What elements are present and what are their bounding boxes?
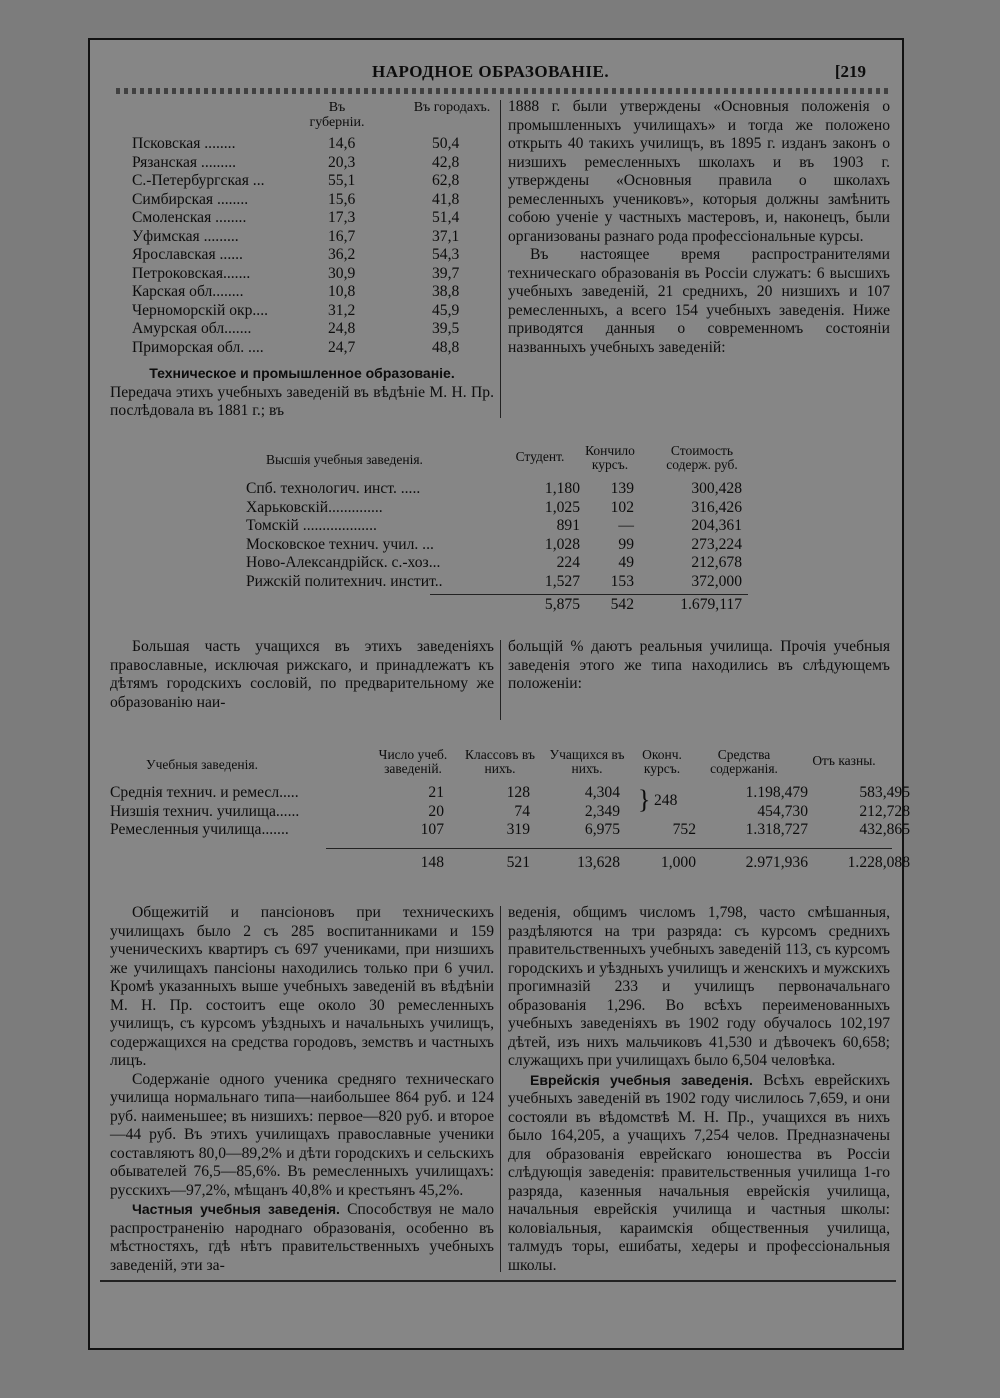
secondary-head-classes: Классовъ въ нихъ. <box>465 747 535 776</box>
graduated-value: 153 <box>610 572 634 590</box>
secondary-head-grad: Оконч. курсъ. <box>642 747 682 776</box>
province-gub-value: 17,3 <box>328 209 356 226</box>
province-name: Псковская ........ <box>132 135 236 152</box>
secondary-head-name: Учебныя заведенія. <box>146 757 258 772</box>
footer-rule <box>100 1280 896 1282</box>
province-gub-value: 10,8 <box>328 283 356 300</box>
province-gub-value: 55,1 <box>328 172 356 189</box>
province-gor-value: 38,8 <box>432 283 460 300</box>
province-gor-value: 50,4 <box>432 135 460 152</box>
mid-right-text <box>508 638 890 694</box>
secondary-total-treasury: 1.228,088 <box>847 854 910 871</box>
table-row <box>110 821 910 840</box>
province-name: Петроковская....... <box>132 264 251 282</box>
province-gor-value: 39,7 <box>432 264 460 282</box>
higher-total-students: 5,875 <box>544 596 580 613</box>
higher-head-graduated: Кончило курсъ. <box>585 443 635 472</box>
jewish-schools-heading: Еврейскія учебныя заведенія. <box>530 1071 753 1088</box>
treasury-value: 212,728 <box>859 802 910 820</box>
higher-totals <box>246 596 766 615</box>
secondary-head-students: Учащихся въ нихъ. <box>549 747 625 776</box>
province-name: Приморская обл. .... <box>132 338 264 356</box>
table-row <box>246 573 766 592</box>
province-gub-value: 16,7 <box>328 227 356 245</box>
secondary-head-funds: Средства содержанія. <box>710 747 778 776</box>
province-name: Ярославская ...... <box>132 246 243 263</box>
bottom-left-text <box>110 904 494 1275</box>
column-divider <box>500 640 501 720</box>
table-row <box>110 802 910 822</box>
school-type-name: Среднія технич. и ремесл..... <box>110 784 299 801</box>
cost-value: 300,428 <box>691 480 742 497</box>
cost-value: 204,361 <box>691 517 742 534</box>
table-row <box>246 480 766 499</box>
running-title: НАРОДНОЕ ОБРАЗОВАНІЕ. <box>372 62 610 81</box>
page-header <box>90 62 902 86</box>
province-gor-value: 62,8 <box>432 172 460 189</box>
province-gor-value: 42,8 <box>432 153 460 171</box>
bottom-left-p2: Содержаніе одного ученика средняго техническаго училища нормальнаго типа—наибольшее 864 руб. и 124 руб. наименьшее; въ низшихъ: первое—820 руб. и второе—44 руб. Въ этихъ училищахъ православные ученики составляютъ 80,0—89,2% и дѣти городскихъ и сельскихъ обывателей 76,5—85,6%. Въ ремесленныхъ училищахъ: русскихъ—97,2%, мѣщанъ 40,8% и крестьянъ 45,2%. <box>110 1070 494 1199</box>
province-row <box>132 154 492 173</box>
bottom-right-text <box>508 904 890 1275</box>
province-name: Карская обл........ <box>132 283 244 300</box>
province-gor-value: 48,8 <box>432 338 460 356</box>
funds-value: 1.198,479 <box>745 784 808 801</box>
students-value: 1,025 <box>544 498 580 516</box>
cost-value: 212,678 <box>691 554 742 571</box>
funds-value: 454,730 <box>757 802 808 820</box>
province-gor-value: 39,5 <box>432 320 460 337</box>
secondary-total-count: 148 <box>420 854 444 871</box>
table-row <box>110 784 910 803</box>
province-gub-value: 20,3 <box>328 153 356 171</box>
province-gor-value: 41,8 <box>432 190 460 208</box>
province-row <box>132 246 492 265</box>
province-row <box>132 228 492 247</box>
graduated-value: 102 <box>610 498 634 516</box>
classes-value: 128 <box>506 784 530 801</box>
funds-value: 1.318,727 <box>745 821 808 838</box>
grad-value: 752 <box>672 821 696 838</box>
mid-left-paragraph: Большая часть учащихся въ этихъ заведеніяхъ православные, исключая рижскаго, и принадлежатъ къ дѣтямъ городскихъ сословій, по предварительному же образованію наи- <box>110 638 494 711</box>
higher-head-cost: Стоимость содерж. руб. <box>666 443 738 472</box>
province-gub-value: 31,2 <box>328 301 356 319</box>
province-row <box>132 302 492 321</box>
private-schools-heading: Частныя учебныя заведенія. <box>132 1201 340 1217</box>
institution-name: Спб. технологич. инст. ..... <box>246 480 421 497</box>
graduated-value: — <box>618 517 634 534</box>
secondary-total-funds: 2.971,936 <box>745 854 808 871</box>
province-name: Рязанская ......... <box>132 153 237 171</box>
mid-right-paragraph: больщій % даютъ реальныя училища. Прочія учебныя заведенія этого же типа находились въ слѣдующемъ положеніи: <box>508 638 890 692</box>
treasury-value: 432,865 <box>859 821 910 838</box>
higher-total-graduated: 542 <box>610 596 634 613</box>
higher-total-rule <box>430 594 748 595</box>
secondary-head-treasury: Отъ казны. <box>812 753 876 768</box>
secondary-total-grad: 1,000 <box>660 854 696 871</box>
secondary-head-count: Число учеб. заведеній. <box>378 747 448 776</box>
province-gor-value: 51,4 <box>432 209 460 226</box>
bottom-left-p1: Общежитій и пансіоновъ при техническихъ училищахъ было 2 съ 285 воспитанниками и 159 ученическихъ квартиръ съ 697 учениками, при низшихъ же училищахъ пансіоны находились только при 6 учил. Кромѣ указанныхъ выше учебныхъ заведеній въ вѣдѣніи М. Н. Пр. состоитъ еще около 30 ремесленныхъ училищъ, съ курсомъ уѣздныхъ и начальныхъ училищъ, содержащихся на средства городовъ, земствъ и частныхъ лицъ. <box>110 904 494 1069</box>
column-divider <box>500 100 501 418</box>
table-row <box>246 517 766 536</box>
province-gor-value: 37,1 <box>432 227 460 245</box>
graduated-value: 49 <box>618 554 634 571</box>
bottom-right-p2: Всѣхъ еврейскихъ учебныхъ заведеній въ 1902 году числилось 7,659, и они состояли въ вѣдомствѣ М. Н. Пр., учащихся въ нихъ было 164,205, а учащихъ 7,254 челов. Предназначены для образованія еврейскаго юношества въ Россіи слѣдующія заведенія: правительственныя училища 1-го разряда, казенныя начальныя еврейскія училища, начальныя еврейскія училища и частныя школы: коловіальныя, караимскія общественныя училища, талмудъ торы, ешибаты, хедеры и профессіональныя школы. <box>508 1071 890 1274</box>
province-row <box>132 265 492 284</box>
province-header-gor: Въ городахъ. <box>413 100 491 115</box>
students-value: 891 <box>556 517 580 534</box>
institution-name: Харьковскій.............. <box>246 498 383 516</box>
higher-table <box>246 480 766 591</box>
school-type-name: Низшія технич. училища...... <box>110 802 300 820</box>
province-gub-value: 24,8 <box>328 320 356 337</box>
page-number: [219 <box>834 62 866 81</box>
higher-head-students: Студент. <box>515 449 565 464</box>
province-row <box>132 209 492 228</box>
province-table <box>132 135 492 357</box>
graduated-value: 99 <box>618 535 634 553</box>
left-top-text <box>110 364 494 421</box>
province-name: С.-Петербургская ... <box>132 172 265 189</box>
province-gor-value: 45,9 <box>432 301 460 319</box>
province-row <box>132 191 492 210</box>
students-value: 1,028 <box>544 535 580 553</box>
province-gub-value: 36,2 <box>328 246 356 263</box>
institution-name: Московское технич. учил. ... <box>246 535 434 553</box>
province-name: Уфимская ......... <box>132 227 239 245</box>
table-row <box>246 536 766 555</box>
left-top-body: Передача этихъ учебныхъ заведеній въ вѣдѣніе М. Н. Пр. послѣдовала въ 1881 г.; въ <box>110 383 494 419</box>
cost-value: 316,426 <box>691 498 742 516</box>
bottom-right-p1: веденія, общимъ числомъ 1,798, часто смѣшанныя, раздѣляются на три разряда: съ курсомъ среднихъ правительственныхъ учебныхъ заведеній 113, съ курсомъ городскихъ и уѣздныхъ училищъ и женскихъ и мужскихъ прогимназій 233 и училищъ первоначальнаго образованія 1,296. Во всѣхъ переименованныхъ учебныхъ заведеніяхъ въ 1902 году обучалось 102,197 дѣтей, изъ нихъ мальчиковъ 41,530 и дѣвочекъ 60,658; служащихъ при училищахъ было 6,504 человѣка. <box>508 904 890 1069</box>
higher-head-name: Высшія учебныя заведенія. <box>266 452 423 467</box>
institution-name: Томскій ................... <box>246 517 377 534</box>
secondary-total-rule <box>326 848 892 849</box>
cost-value: 372,000 <box>691 572 742 590</box>
students-value: 2,349 <box>584 802 620 820</box>
province-name: Симбирская ........ <box>132 190 249 208</box>
count-value: 20 <box>428 802 444 820</box>
province-row <box>132 283 492 302</box>
graduated-value: 139 <box>610 480 634 497</box>
students-value: 1,527 <box>544 572 580 590</box>
school-type-name: Ремесленныя училища....... <box>110 821 289 838</box>
cost-value: 273,224 <box>691 535 742 553</box>
higher-total-cost: 1.679,117 <box>680 596 742 613</box>
students-value: 1,180 <box>544 480 580 497</box>
classes-value: 74 <box>514 802 530 820</box>
header-rule <box>116 88 892 94</box>
mid-left-text <box>110 638 494 712</box>
classes-value: 319 <box>506 821 530 838</box>
province-name: Амурская обл....... <box>132 320 252 337</box>
bottom-left-p3: Способствуя не мало распространенію народнаго образованія, особенно въ мѣстностяхъ, гдѣ нѣтъ правительственныхъ учебныхъ заведеній, эти за- <box>110 1201 494 1274</box>
grad-brace: } <box>638 785 651 814</box>
table-row <box>246 554 766 573</box>
province-gor-value: 54,3 <box>432 246 460 263</box>
province-header-gub: Въ губерніи. <box>309 100 365 130</box>
students-value: 4,304 <box>584 784 620 801</box>
students-value: 6,975 <box>584 821 620 838</box>
count-value: 107 <box>420 821 444 838</box>
province-gub-value: 24,7 <box>328 338 356 356</box>
technical-education-heading: Техническое и промышленное образованіе. <box>149 365 455 381</box>
count-value: 21 <box>428 784 444 801</box>
secondary-totals <box>110 854 910 873</box>
province-row <box>132 339 492 358</box>
province-row <box>132 172 492 191</box>
province-row <box>132 135 492 154</box>
book-page <box>88 38 910 1350</box>
institution-name: Ново-Александрійск. с.-хоз... <box>246 554 441 571</box>
column-divider <box>500 906 501 1272</box>
grad-brace-value: 248 <box>654 792 678 809</box>
province-row <box>132 320 492 339</box>
secondary-total-students: 13,628 <box>577 854 620 871</box>
secondary-total-classes: 521 <box>506 854 530 871</box>
right-top-text <box>508 98 890 357</box>
secondary-table <box>110 784 910 840</box>
treasury-value: 583,495 <box>859 784 910 801</box>
institution-name: Рижскій политехнич. инстит.. <box>246 572 443 590</box>
province-name: Смоленская ........ <box>132 209 247 226</box>
right-top-p1: 1888 г. были утверждены «Основныя положенія о промышленныхъ училищахъ» и тогда же положено открыть 40 такихъ училищъ, въ 1895 г. изданъ законъ о низшихъ ремесленныхъ школахъ и въ 1903 г. утверждены «Основныя правила о школахъ ремесленныхъ учениковъ», которыя должны замѣнить собою ученіе у частныхъ мастеровъ, и, наконецъ, были организованы разнаго рода профессіональные курсы. <box>508 98 890 245</box>
students-value: 224 <box>556 554 580 571</box>
province-gub-value: 30,9 <box>328 264 356 282</box>
right-top-p2: Въ настоящее время распространителями техническаго образованія въ Россіи служатъ: 6 высшихъ учебныхъ заведеній, 21 среднихъ, 20 низшихъ и 107 ремесленныхъ, а всего 154 учебныхъ заведенія. Ниже приводятся данныя о современномъ состояніи названныхъ учебныхъ заведеній: <box>508 246 890 356</box>
province-gub-value: 14,6 <box>328 135 356 152</box>
table-row <box>246 499 766 518</box>
province-gub-value: 15,6 <box>328 190 356 208</box>
province-name: Черноморскій окр.... <box>132 301 268 319</box>
